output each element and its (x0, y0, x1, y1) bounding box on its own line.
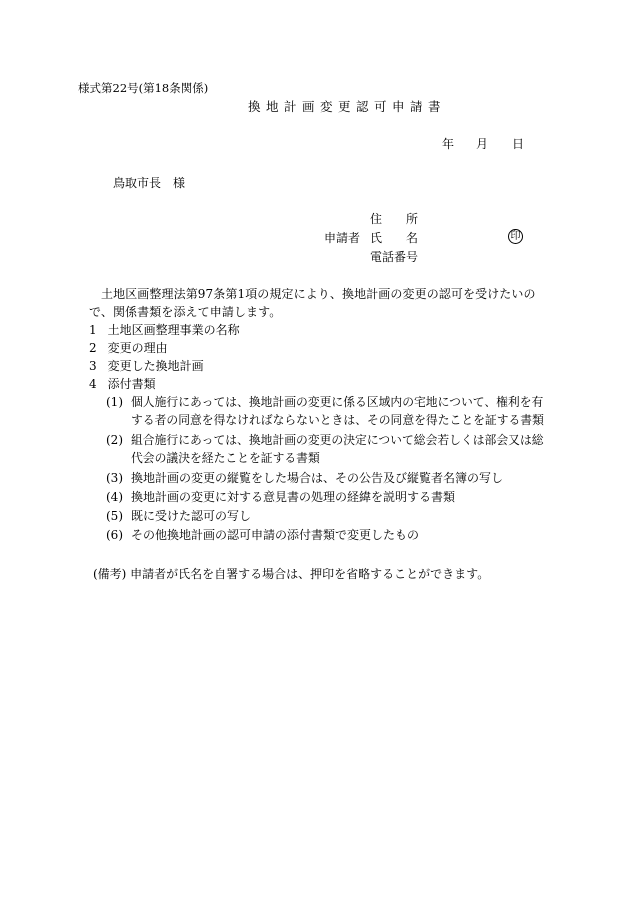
form-number: 様式第22号(第18条関係) (78, 81, 209, 95)
attachment-text: 換地計画の変更に対する意見書の処理の経緯を説明する書類 (131, 490, 456, 504)
name-label: 氏 名 (370, 231, 419, 245)
attachment-number: (3) (106, 471, 123, 485)
attachment-text: 個人施行にあっては、換地計画の変更に係る区域内の宅地について、権利を有する者の同意を得なければならないときは、その同意を得たことを証する書類 (131, 395, 544, 427)
attachment-number: (5) (106, 509, 123, 523)
attachment-number: (6) (106, 528, 123, 542)
item-number: 2 (89, 341, 97, 355)
list-item (89, 377, 156, 391)
attachment-number: (2) (106, 433, 123, 447)
item-label: 変更の理由 (107, 341, 168, 355)
body-paragraph: 土地区画整理法第97条第1項の規定により、換地計画の変更の認可を受けたいので、関係書類を添えて申請します。 (89, 287, 536, 319)
applicant-caption: 申請者 (324, 231, 361, 245)
addressee: 鳥取市長 様 (113, 176, 186, 190)
attachment-text: その他換地計画の認可申請の添付書類で変更したもの (131, 528, 420, 542)
date-line (438, 137, 528, 151)
date-month-label: 月 (476, 137, 489, 151)
address-label: 住 所 (370, 212, 419, 226)
item-number: 4 (89, 377, 97, 391)
item-label: 添付書類 (107, 377, 156, 391)
list-item (89, 359, 204, 373)
item-label: 変更した換地計画 (107, 359, 204, 373)
attachment-number: (4) (106, 490, 123, 504)
attachment-text: 既に受けた認可の写し (131, 509, 252, 523)
attachment-text: 組合施行にあっては、換地計画の変更の決定について総会若しくは部会又は総代会の議決を経たことを証する書類 (131, 433, 544, 465)
item-number: 3 (89, 359, 97, 373)
attachment-number: (1) (106, 395, 123, 409)
item-label: 土地区画整理事業の名称 (107, 323, 240, 337)
list-item (89, 323, 240, 337)
date-year-label: 年 (442, 137, 455, 151)
item-number: 1 (89, 323, 97, 337)
list-item (89, 341, 168, 355)
attachment-text: 換地計画の変更の縦覧をした場合は、その公告及び縦覧者名簿の写し (131, 471, 504, 485)
document-title: 換地計画変更認可申請書 (248, 99, 447, 114)
seal-mark: 印 (508, 229, 523, 244)
date-day-label: 日 (512, 137, 525, 151)
phone-label: 電話番号 (370, 250, 419, 264)
remarks-note: (備考) 申請者が氏名を自署する場合は、押印を省略することができます。 (93, 567, 490, 581)
